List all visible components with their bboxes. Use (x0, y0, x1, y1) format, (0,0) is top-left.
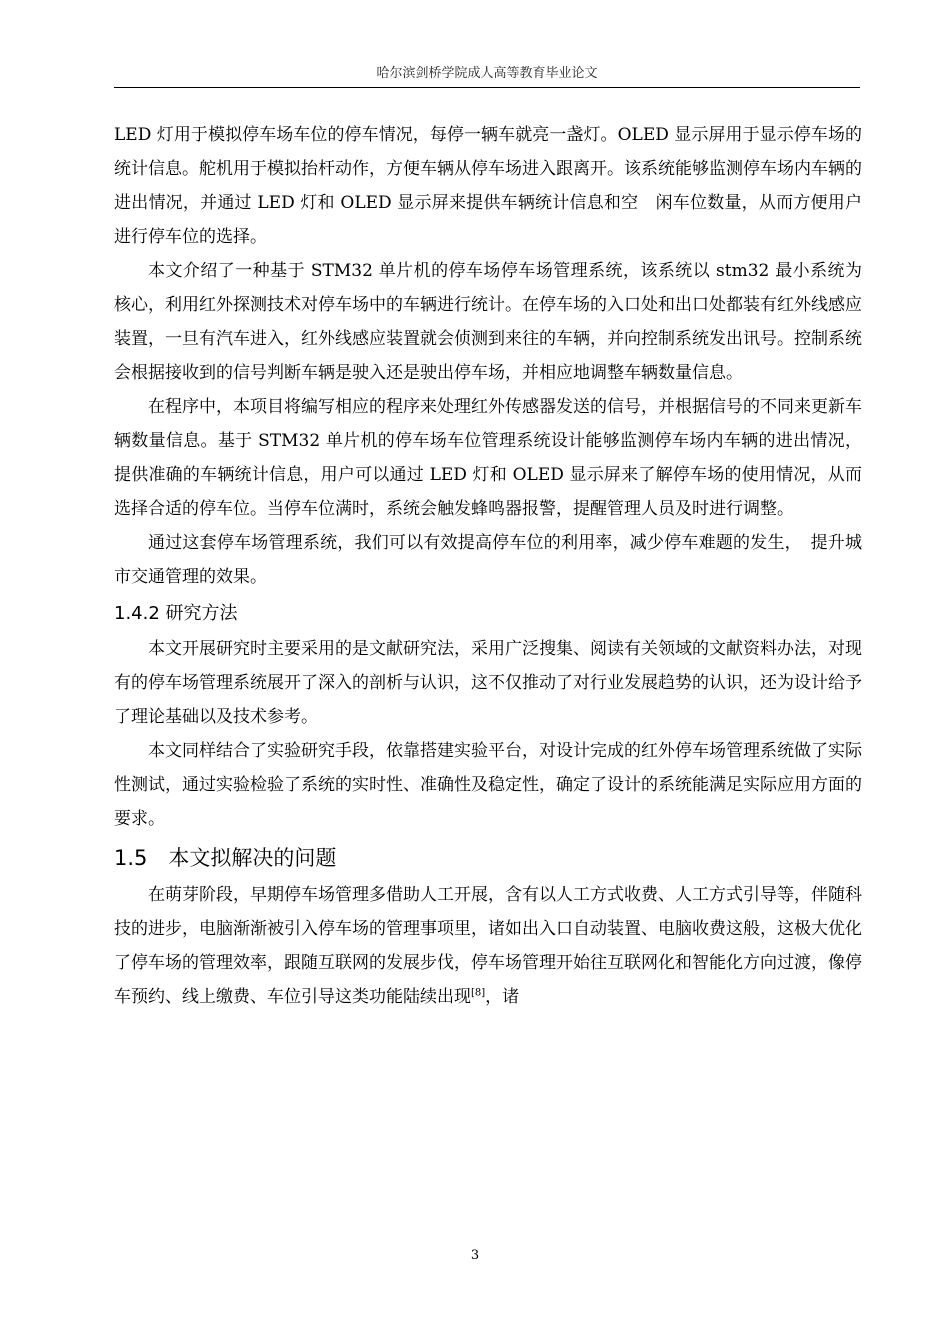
paragraph-program: 在程序中，本项目将编写相应的程序来处理红外传感器发送的信号，并根据信号的不同来更新车辆数量信息。基于 STM32 单片机的停车场车位管理系统设计能够监测停车场内车辆的进出情况，提供准确的车辆统计信息，用户可以通过 LED 灯和 OLED 显示屏来了解停车场的使用情况，从而选择合适的停车位。当停车位满时，系统会触发蜂鸣器报警，提醒管理人员及时进行调整。 (114, 397, 862, 519)
citation-reference[interactable]: [8] (471, 987, 486, 999)
page-number: 3 (470, 1248, 480, 1263)
paragraph-history-tail: ，诸 (485, 987, 520, 1007)
section-heading-problems: 1.5 本文拟解决的问题 (114, 846, 337, 870)
paragraph-experiment-method: 本文同样结合了实验研究手段，依靠搭建实验平台，对设计完成的红外停车场管理系统做了实际性测试，通过实验检验了系统的实时性、准确性及稳定性，确定了设计的系统能满足实际应用方面的要求。 (114, 741, 862, 829)
header-divider (114, 87, 860, 88)
paragraph-literature-method: 本文开展研究时主要采用的是文献研究法，采用广泛搜集、阅读有关领域的文献资料办法，对现有的停车场管理系统展开了深入的剖析与认识，这不仅推动了对行业发展趋势的认识，还为设计给予了理论基础以及技术参考。 (114, 639, 862, 727)
section-heading-research-methods: 1.4.2 研究方法 (114, 603, 238, 624)
document-body (114, 118, 862, 1014)
paragraph-led-oled: LED 灯用于模拟停车场车位的停车情况，每停一辆车就亮一盏灯。OLED 显示屏用于显示停车场的统计信息。舵机用于模拟抬杆动作，方便车辆从停车场进入跟离开。该系统能够监测停车场内车辆的进出情况，并通过 LED 灯和 OLED 显示屏来提供车辆统计信息和空 闲车位数量，从而方便用户进行停车位的选择。 (114, 125, 862, 247)
page-header: 哈尔滨剑桥学院成人高等教育毕业论文 (376, 66, 598, 81)
paragraph-benefit: 通过这套停车场管理系统，我们可以有效提高停车位的利用率，减少停车难题的发生， 提升城市交通管理的效果。 (114, 533, 862, 587)
paragraph-history-text: 在萌芽阶段，早期停车场管理多借助人工开展，含有以人工方式收费、人工方式引导等，伴随科技的进步，电脑渐渐被引入停车场的管理事项里，诸如出入口自动装置、电脑收费这般，这极大优化了停车场的管理效率，跟随互联网的发展步伐，停车场管理开始往互联网化和智能化方向过渡，像停车预约、线上缴费、车位引导这类功能陆续出现 (114, 885, 862, 1007)
paragraph-system-intro: 本文介绍了一种基于 STM32 单片机的停车场停车场管理系统，该系统以 stm32 最小系统为核心，利用红外探测技术对停车场中的车辆进行统计。在停车场的入口处和出口处都装有红外线感应装置，一旦有汽车进入，红外线感应装置就会侦测到来往的车辆，并向控制系统发出讯号。控制系统会根据接收到的信号判断车辆是驶入还是驶出停车场，并相应地调整车辆数量信息。 (114, 261, 862, 383)
paragraph-history (114, 878, 862, 1014)
